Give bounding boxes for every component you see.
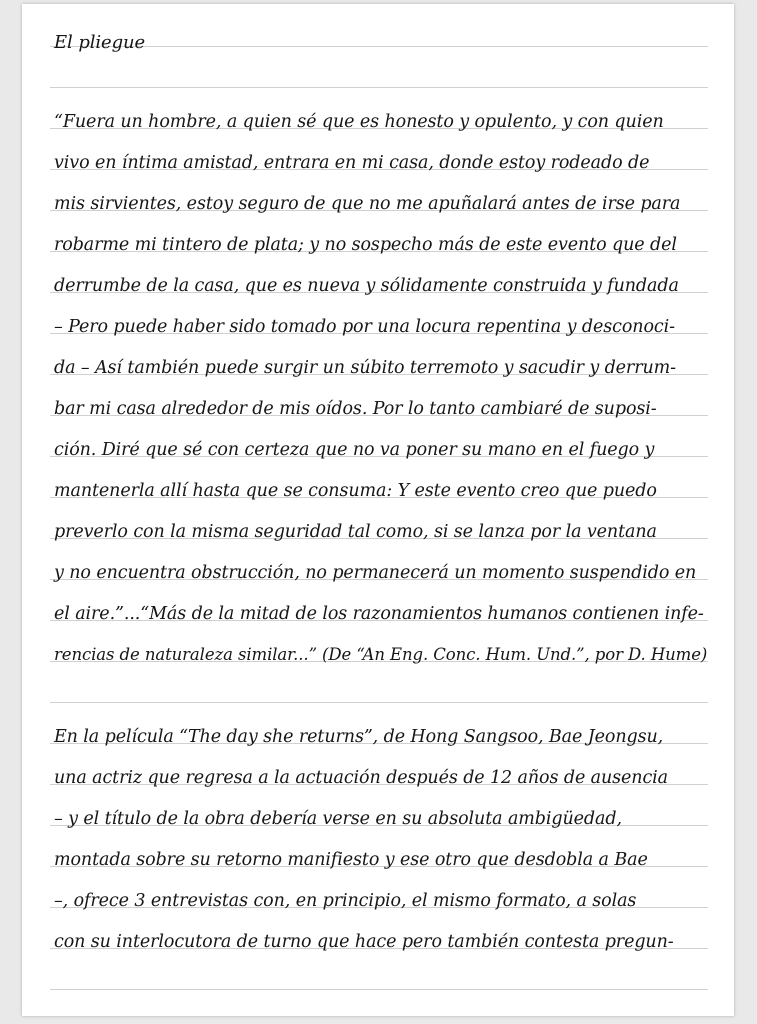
text-line: En la película “The day she returns”, de Hong Sangsoo, Bae Jeongsu, bbox=[54, 727, 664, 747]
text-line: bar mi casa alrededor de mis oídos. Por lo tanto cambiaré de suposi- bbox=[54, 399, 657, 419]
text-line: robarme mi tintero de plata; y no sospecho más de este evento que del bbox=[54, 235, 677, 255]
ruled-line bbox=[50, 989, 708, 990]
text-line: – Pero puede haber sido tomado por una locura repentina y desconoci- bbox=[54, 317, 675, 337]
page-title: El pliegue bbox=[54, 32, 146, 53]
notebook-page bbox=[22, 4, 734, 1016]
text-line: – y el título de la obra debería verse en su absoluta ambigüedad, bbox=[54, 809, 622, 829]
ruled-line bbox=[50, 87, 708, 88]
text-line: con su interlocutora de turno que hace pero también contesta pregun- bbox=[54, 932, 674, 952]
ruled-line bbox=[50, 702, 708, 703]
text-line: da – Así también puede surgir un súbito terremoto y sacudir y derrum- bbox=[54, 358, 676, 378]
text-line: y no encuentra obstrucción, no permanecerá un momento suspendido en bbox=[54, 563, 697, 583]
text-line: mantenerla allí hasta que se consuma: Y este evento creo que puedo bbox=[54, 481, 657, 501]
text-line: el aire.”...“Más de la mitad de los razonamientos humanos contienen infe- bbox=[54, 604, 704, 624]
text-line: –, ofrece 3 entrevistas con, en principio, el mismo formato, a solas bbox=[54, 891, 637, 911]
text-line: mis sirvientes, estoy seguro de que no me apuñalará antes de irse para bbox=[54, 194, 681, 214]
text-line: ción. Diré que sé con certeza que no va poner su mano en el fuego y bbox=[54, 440, 655, 460]
text-line: montada sobre su retorno manifiesto y ese otro que desdobla a Bae bbox=[54, 850, 648, 870]
text-line: derrumbe de la casa, que es nueva y sólidamente construida y fundada bbox=[54, 276, 679, 296]
text-line: preverlo con la misma seguridad tal como, si se lanza por la ventana bbox=[54, 522, 657, 542]
text-line: vivo en íntima amistad, entrara en mi casa, donde estoy rodeado de bbox=[54, 153, 650, 173]
text-line: una actriz que regresa a la actuación después de 12 años de ausencia bbox=[54, 768, 669, 788]
text-line: “Fuera un hombre, a quien sé que es honesto y opulento, y con quien bbox=[54, 112, 664, 132]
text-line: rencias de naturaleza similar...” (De “An Eng. Conc. Hum. Und.”, por D. Hume) bbox=[54, 645, 708, 664]
